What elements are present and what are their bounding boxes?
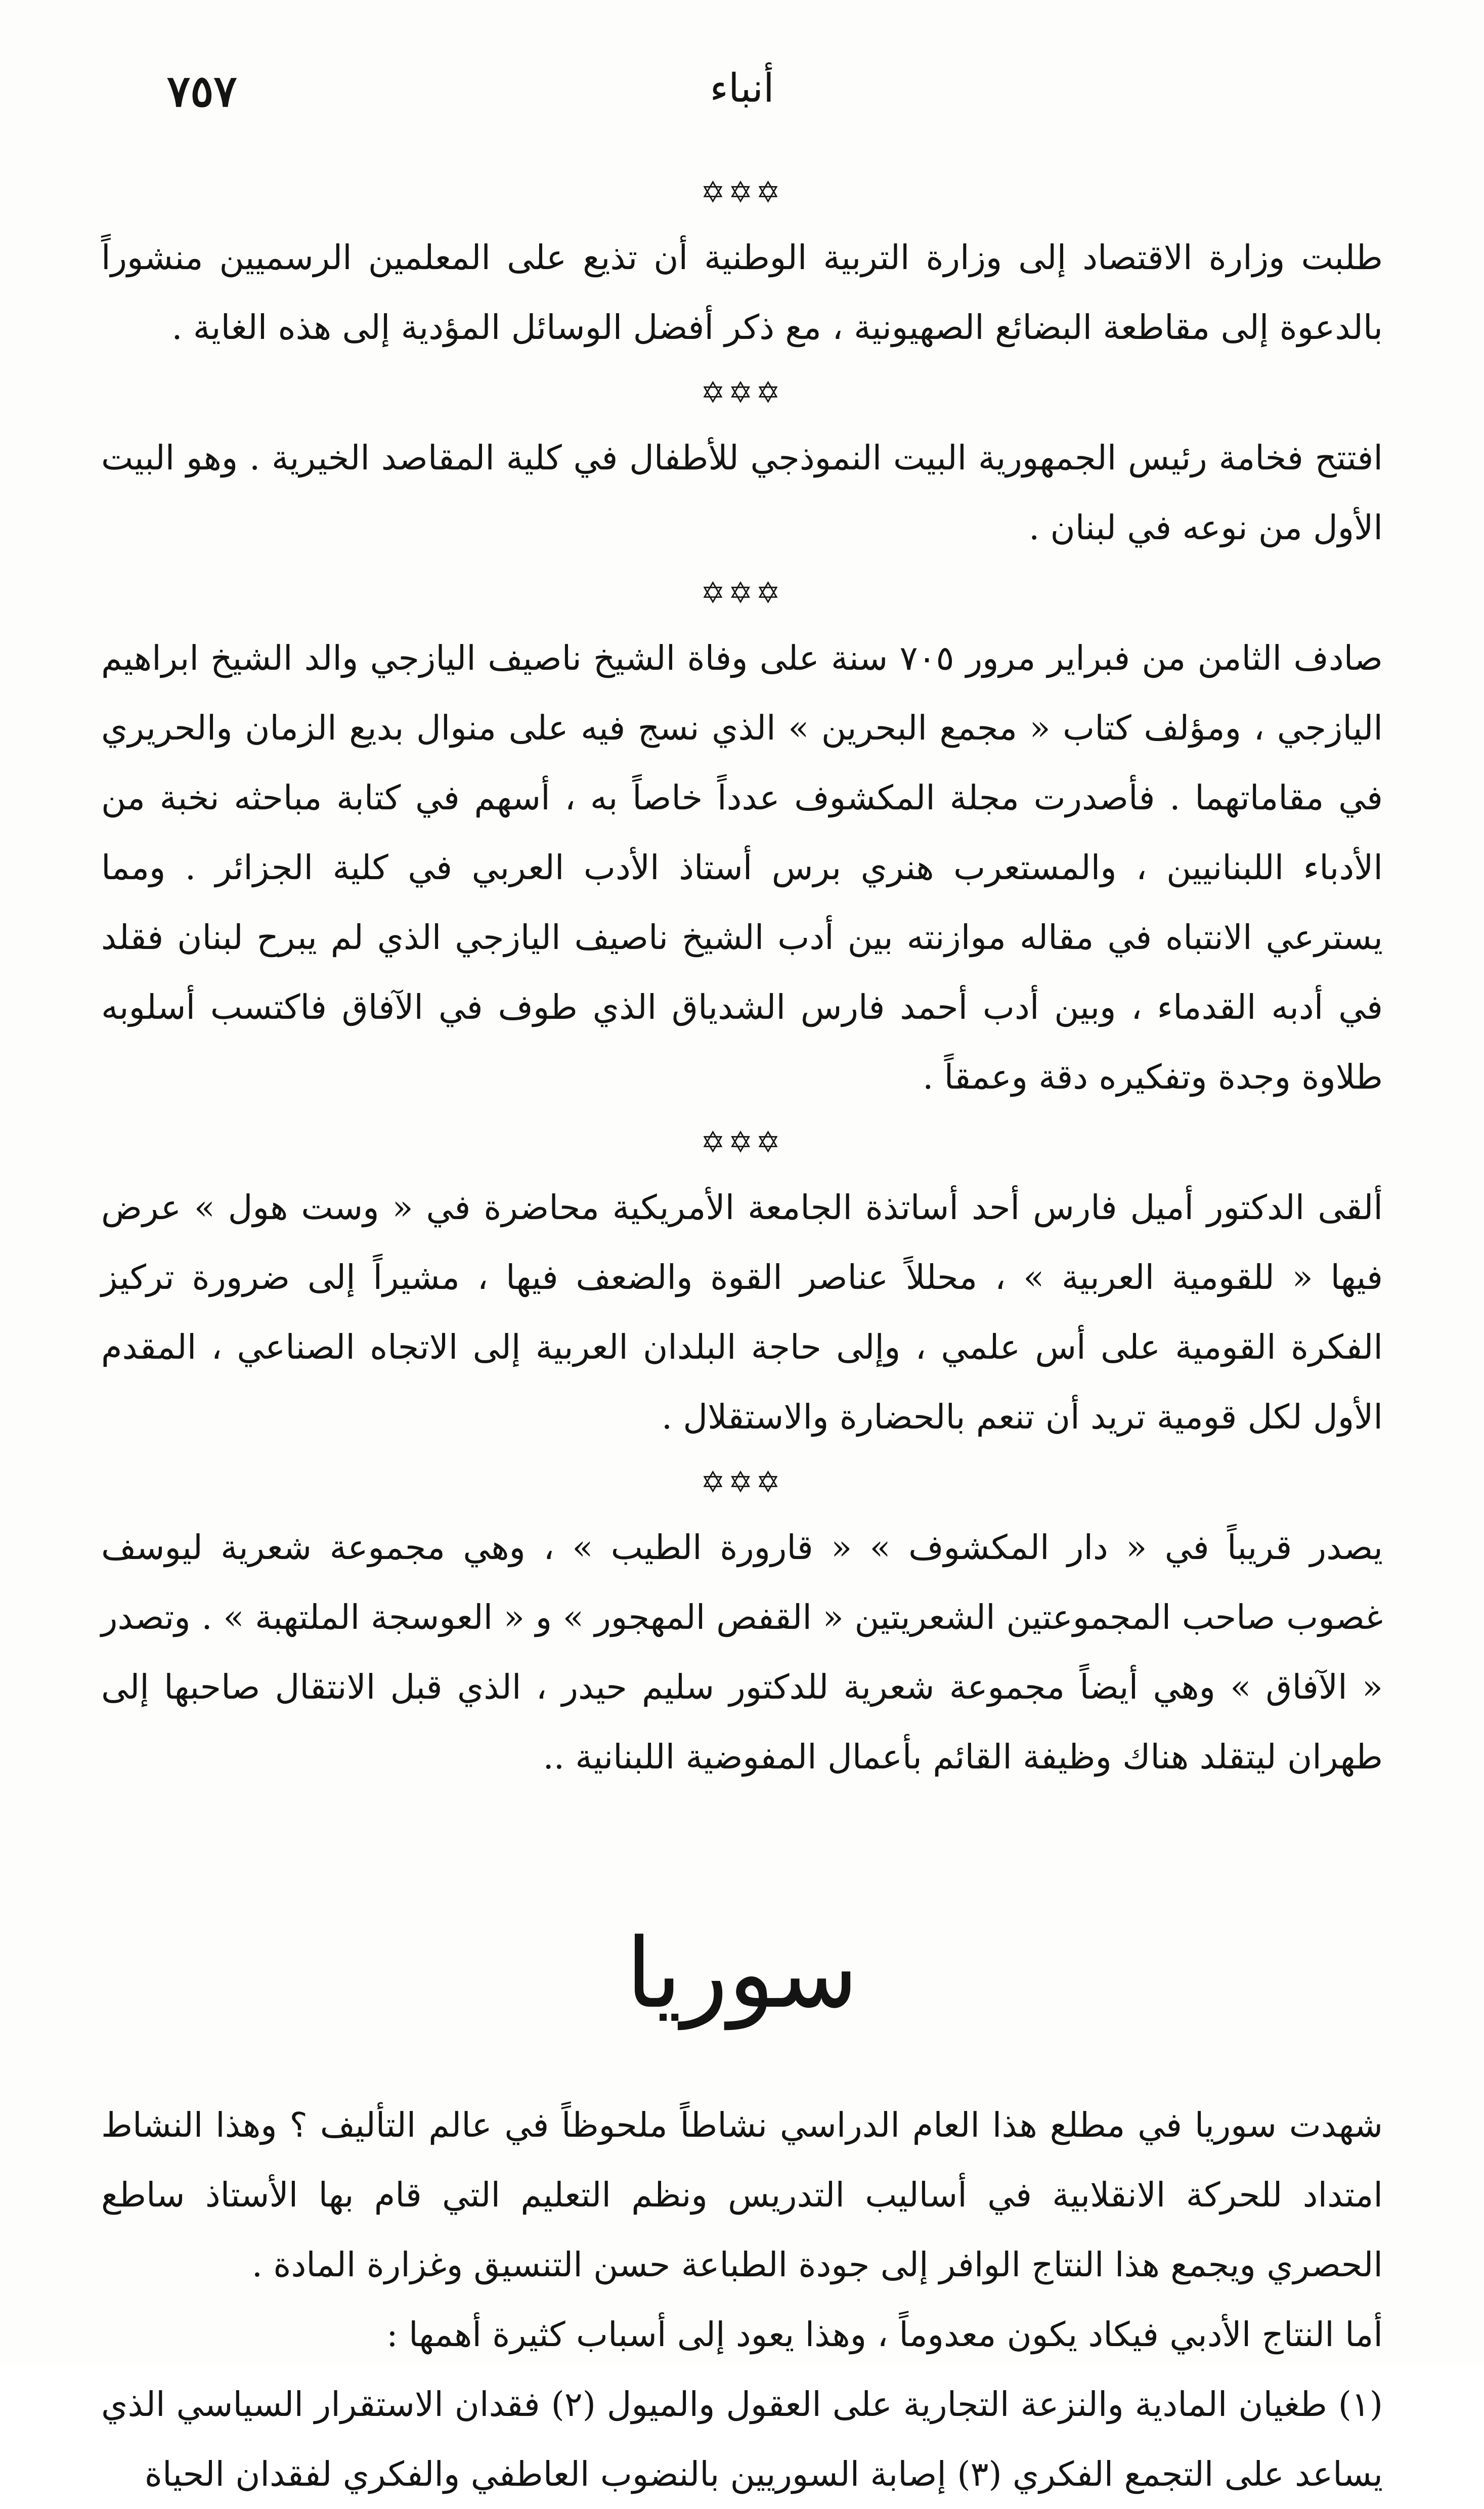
running-title: أنباء — [710, 66, 774, 111]
syria-paragraph: أما النتاج الأدبي فيكاد يكون معدوماً ، وهذا يعود إلى أسباب كثيرة أهمها : — [386, 2315, 1383, 2354]
syria-reasons-list: (١) طغيان المادية والنزعة التجارية على العقول والميول (٢) فقدان الاستقرار السياسي الذي يساعد على التجمع الفكري (٣) إصابة السوريين بالنضوب العاطفي والفكري لفقدان الحياة — [101, 2385, 1383, 2494]
syria-paragraph: شهدت سوريا في مطلع هذا العام الدراسي نشاطاً ملحوظاً في عالم التأليف ؟ وهذا النشاط امتداد للحركة الانقلابية في أساليب التدريس ونظم التعليم التي قام بها الأستاذ ساطع الحصري ويجمع هذا النتاج الوافر إلى جودة الطباعة حسن التنسيق وغزارة المادة . — [101, 2105, 1383, 2284]
section-title: سوريا — [626, 1918, 858, 2029]
separator-stars: ✡✡✡ — [701, 175, 783, 209]
news-item: افتتح فخامة رئيس الجمهورية البيت النموذجي للأطفال في كلية المقاصد الخيرية . وهو البيت الأول من نوعه في لبنان . — [101, 438, 1383, 547]
separator-stars: ✡✡✡ — [701, 375, 783, 410]
news-item: يصدر قريباً في « دار المكشوف » « قارورة الطيب » ، وهي مجموعة شعرية ليوسف غصوب صاحب المجموعتين الشعريتين « القفص المهجور » و « العوسجة الملتهبة » . وتصدر « الآفاق » وهي أيضاً مجموعة شعرية للدكتور سليم حيدر ، الذي قبل الانتقال صاحبها إلى طهران ليتقلد هناك وظيفة القائم بأعمال المفوضية اللبنانية .. — [101, 1528, 1383, 1777]
page-number: ٧٥٧ — [167, 66, 237, 117]
news-item: ألقى الدكتور أميل فارس أحد أساتذة الجامعة الأمريكية محاضرة في « وست هول » عرض فيها « للقومية العربية » ، محللاً عناصر القوة والضعف فيها ، مشيراً إلى ضرورة تركيز الفكرة القومية على أس علمي ، وإلى حاجة البلدان العربية إلى الاتجاه الصناعي ، المقدم الأول لكل قومية تريد أن تنعم بالحضارة والاستقلال . — [101, 1188, 1383, 1437]
page-header — [101, 66, 1383, 121]
separator-stars: ✡✡✡ — [701, 576, 783, 610]
separator-stars: ✡✡✡ — [701, 1465, 783, 1499]
news-item: طلبت وزارة الاقتصاد إلى وزارة التربية الوطنية أن تذيع على المعلمين الرسميين منشوراً بالدعوة إلى مقاطعة البضائع الصهيونية ، مع ذكر أفضل الوسائل المؤدية إلى هذه الغاية . — [101, 238, 1383, 347]
page-body — [101, 162, 1383, 2509]
news-item: صادف الثامن من فبراير مرور ٧٠٥ سنة على وفاة الشيخ ناصيف اليازجي والد الشيخ ابراهيم اليازجي ، ومؤلف كتاب « مجمع البحرين » الذي نسج فيه على منوال بديع الزمان والحريري في مقاماتهما . فأصدرت مجلة المكشوف عدداً خاصاً به ، أسهم في كتابة مباحثه نخبة من الأدباء اللبنانيين ، والمستعرب هنري برس أستاذ الأدب العربي في كلية الجزائر . ومما يسترعي الانتباه في مقاله موازنته بين أدب الشيخ ناصيف اليازجي الذي لم يبرح لبنان فقلد في أدبه القدماء ، وبين أدب أحمد فارس الشدياق الذي طوف في الآفاق فاكتسب أسلوبه طلاوة وجدة وتفكيره دقة وعمقاً . — [101, 638, 1383, 1097]
separator-stars: ✡✡✡ — [701, 1125, 783, 1159]
